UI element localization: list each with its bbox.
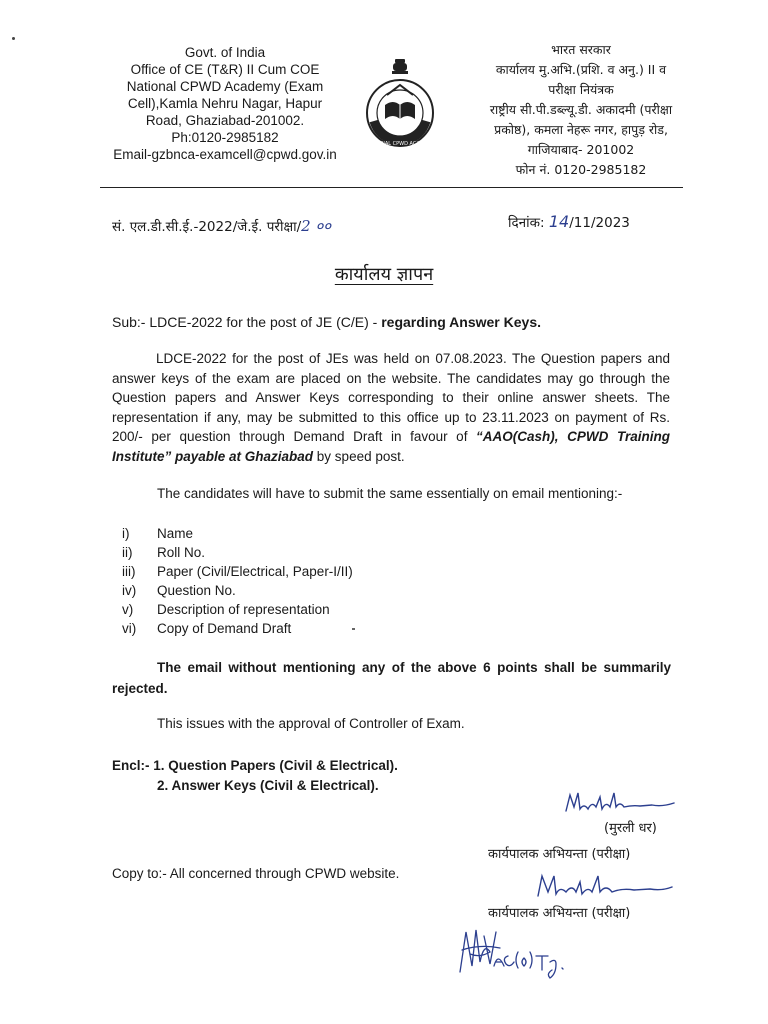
signatory-name: (मुरली धर) (604, 821, 657, 836)
list-item-number: vi) (122, 621, 137, 636)
header-hi-line: फोन नं. 0120-2985182 (515, 162, 647, 177)
list-item-text: Question No. (157, 583, 236, 598)
academy-emblem-icon (357, 55, 443, 155)
list-item-number: v) (122, 602, 134, 617)
list-item-text: Copy of Demand Draft (157, 621, 292, 636)
paragraph-text: LDCE-2022 for the post of JEs was held on 07.08.2023. The Question papers and answer keys of the exam are placed on the website. The candidates may go through the Question papers and Answer Keys corresponding to their online answer sheets. The representation if any, may be submitted to this office up to 23.11.2023 on payment of Rs. 200/- per question through Demand Draft in favour of (112, 351, 670, 445)
paragraph-emphasis: “AAO(Cash), CPWD Training Institute” payable at Ghaziabad (112, 429, 670, 464)
header-hi-line: परीक्षा नियंत्रक (548, 82, 614, 97)
requirements-list (122, 524, 353, 638)
reference-prefix: सं. एल.डी.सी.ई.-2022/जे.ई. परीक्षा/ (112, 219, 302, 235)
header-hindi (456, 40, 706, 180)
list-item-number: iv) (122, 583, 137, 598)
list-item-text: Name (157, 526, 194, 541)
header-en-line: Govt. of India (184, 45, 266, 60)
body-paragraph (112, 349, 670, 467)
enclosure-label: Encl:- (112, 758, 150, 773)
candidates-line: The candidates will have to submit the same essentially on email mentioning:- (157, 486, 623, 501)
reference-handwritten: 2 ०० (301, 217, 332, 235)
subject-line (112, 314, 541, 330)
list-item (122, 619, 353, 638)
list-item-text: Roll No. (157, 545, 206, 560)
list-item-text: Description of representation (157, 602, 330, 617)
scan-speck (352, 628, 355, 630)
subject-prefix: Sub:- LDCE-2022 for the post of JE (C/E) - (112, 314, 382, 330)
header-en-line: Cell),Kamla Nehru Nagar, Hapur (127, 96, 323, 111)
signatory-designation: कार्यपालक अभियन्ता (परीक्षा) (488, 847, 631, 862)
header-en-line: Ph:0120-2985182 (171, 130, 279, 145)
signature-copy (530, 870, 680, 900)
header-en-line: Email-gzbnca-examcell@cpwd.gov.in (113, 147, 337, 162)
date-rest: /11/2023 (569, 215, 630, 231)
header-en-line: Office of CE (T&R) II Cum COE (130, 62, 320, 77)
list-item (122, 581, 353, 600)
list-item (122, 524, 353, 543)
rejection-warning (112, 657, 671, 699)
letter-date (508, 212, 630, 231)
scan-speck (12, 37, 15, 40)
subject-bold: regarding Answer Keys. (381, 314, 541, 330)
enclosure-row (112, 776, 398, 796)
enclosures (112, 756, 398, 796)
signatory-designation-copy: कार्यपालक अभियन्ता (परीक्षा) (488, 906, 631, 921)
header-hi-line: राष्ट्रीय सी.पी.डब्ल्यू.डी. अकादमी (परीक्षा (489, 102, 673, 117)
list-item-number: ii) (122, 545, 133, 560)
header-divider (100, 187, 683, 188)
list-item-text: Paper (Civil/Electrical, Paper-I/II) (157, 564, 353, 579)
copy-to-line: Copy to:- All concerned through CPWD website. (112, 866, 400, 881)
header-hi-line: भारत सरकार (551, 42, 611, 57)
date-label: दिनांक: (508, 215, 545, 231)
paragraph-tail: by speed post. (313, 448, 405, 464)
header-en-line: National CPWD Academy (Exam (126, 79, 324, 94)
list-item-number: iii) (122, 564, 136, 579)
header-hi-line: प्रकोष्ठ), कमला नेहरू नगर, हापुड़ रोड, (494, 122, 668, 137)
initials-ae-e-tg (450, 922, 580, 984)
date-handwritten-day: 14 (548, 212, 570, 231)
list-item (122, 600, 353, 619)
list-item (122, 543, 353, 562)
list-item-number: i) (122, 526, 130, 541)
document-title: कार्यालय ज्ञापन (334, 264, 434, 285)
enclosure-row (112, 756, 398, 776)
approval-line: This issues with the approval of Controller of Exam. (157, 716, 465, 731)
header-hi-line: कार्यालय मु.अभि.(प्रशि. व अनु.) II व (495, 62, 667, 77)
header-hi-line: गाजियाबाद- 201002 (527, 142, 635, 157)
signature-murlidhar (562, 787, 682, 817)
emblem-ring-text: NATIONAL CPWD ACADEMY (365, 141, 435, 147)
header-english (100, 44, 350, 163)
header-en-line: Road, Ghaziabad-201002. (145, 113, 305, 128)
reference-number (112, 216, 331, 236)
enclosure-item: 2. Answer Keys (Civil & Electrical). (157, 778, 379, 793)
warning-text: The email without mentioning any of the above 6 points shall be summarily rejected. (112, 660, 671, 696)
list-item (122, 562, 353, 581)
enclosure-item: 1. Question Papers (Civil & Electrical). (153, 758, 398, 773)
